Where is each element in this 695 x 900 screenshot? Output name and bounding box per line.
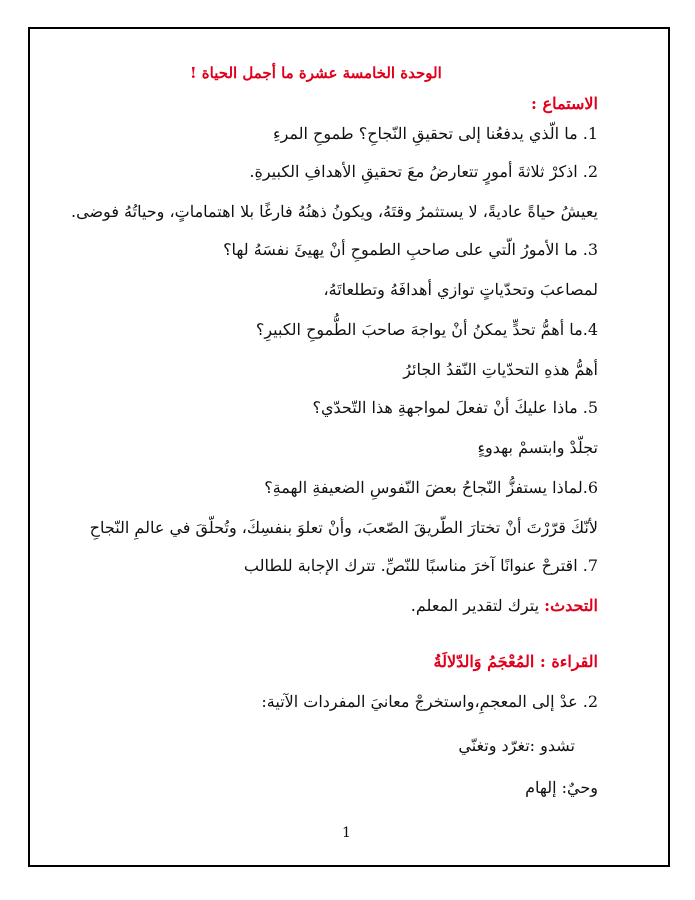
answer-3: لمصاعبَ وتحدّياتٍ توازي أهدافَهُ وتطلعاتَهُ، <box>323 280 598 299</box>
question-1: 1. ما الّذي يدفعُنا إلى تحقيقِ النّجاحِ؟ طموحِ المرءِ <box>273 124 598 143</box>
answer-5: تجلّدْ وابتسمْ بهدوءٍ <box>477 438 598 457</box>
reading-heading: القراءة : المُعْجَمُ وَالدّلالَةُ <box>433 652 598 671</box>
answer-6: لأنّكَ قرّرْتَ أنْ تختارَ الطّريقَ الصّعبَ، وأنْ تعلوَ بنفسِكَ، وتُحلّقَ في عالمِ النّجاحِ <box>89 518 598 537</box>
question-7: 7. اقترحْ عنوانًا آخرَ مناسبًا للنّصِّ. تترك الإجابة للطالب <box>243 556 598 575</box>
question-3: 3. ما الأمورُ الّتي على صاحبِ الطموحِ أنْ يهيئَ نفسَهُ لها؟ <box>223 240 598 259</box>
answer-2: يعيشُ حياةً عاديةً، لا يستثمرُ وقتَهُ، ويكونُ ذهنُهُ فارغًا بلا اهتماماتٍ، وحياتُهُ فوضى. <box>71 202 598 221</box>
vocab-item-wahy: وحيٌ: إلهام <box>525 778 598 797</box>
vocab-item-tashdu: تشدو :تغرّد وتغنّي <box>458 736 575 755</box>
speaking-label: التحدث: <box>544 596 598 615</box>
answer-4: أهمُّ هذهِ التحدّياتِ النّقدُ الجائرُ <box>403 360 598 379</box>
speaking-line <box>411 596 598 616</box>
question-6: 6.لماذا يستفزُّ النّجاحُ بعضَ النّفوسِ الضعيفةِ الهمةِ؟ <box>264 478 598 497</box>
question-2: 2. اذكرْ ثلاثةَ أمورٍ تتعارضُ معَ تحقيقِ الأهدافِ الكبيرةِ. <box>249 162 598 181</box>
reading-question-2: 2. عدْ إلى المعجمِ،واستخرجْ معانيَ المفردات الآتية: <box>261 692 598 711</box>
unit-title: الوحدة الخامسة عشرة ما أجمل الحياة ! <box>190 64 442 82</box>
question-5: 5. ماذا عليكَ أنْ تفعلَ لمواجهةِ هذا التّحدّي؟ <box>312 398 598 417</box>
speaking-text: يترك لتقدير المعلم. <box>410 596 545 615</box>
listening-heading: الاستماع : <box>531 94 598 113</box>
question-4: 4.ما أهمُّ تحدٍّ يمكنُ أنْ يواجهَ صاحبَ الطُّموحِ الكبيرِ؟ <box>255 320 598 339</box>
page-number: 1 <box>342 825 351 841</box>
